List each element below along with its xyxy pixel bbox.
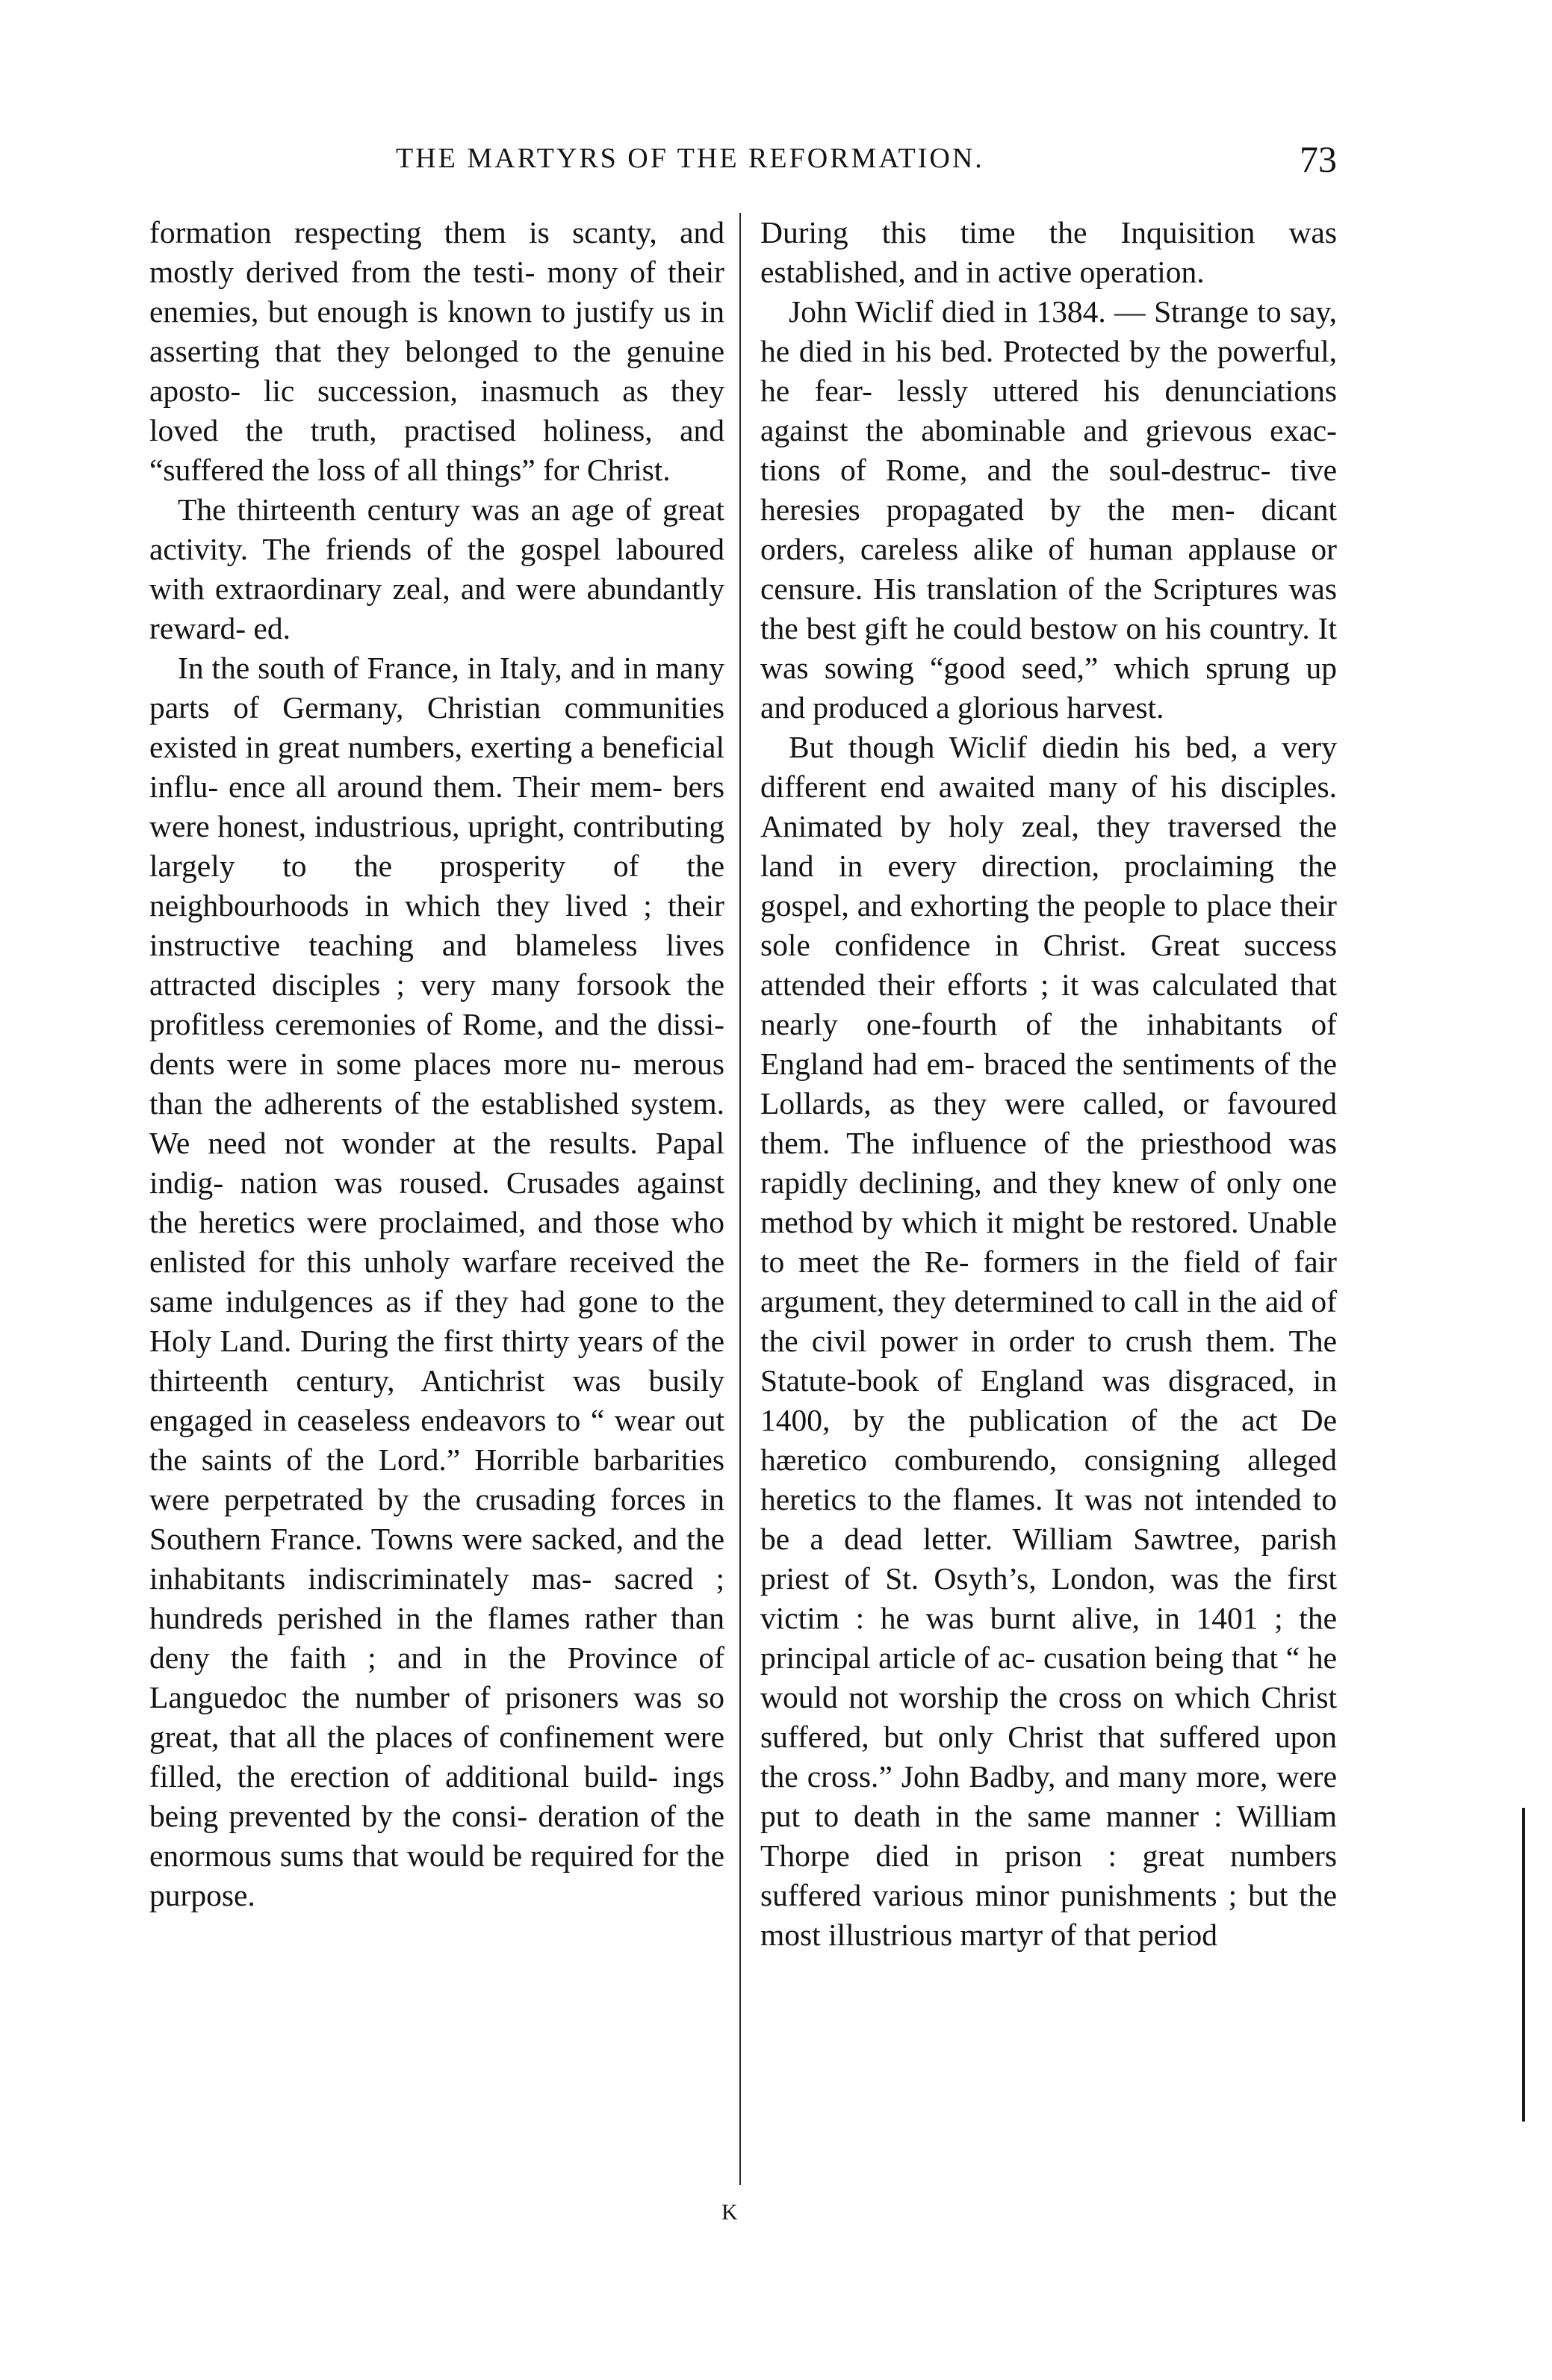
scan-edge-mark xyxy=(1522,1808,1525,2122)
right-paragraph-1: During this time the Inquisition was established, and in active operation. xyxy=(760,215,1337,289)
left-paragraph-3: In the south of France, in Italy, and in many parts of Germany, Christian communities existed in great numbers, exerting a beneficial influ- ence all around them. Their mem- bers were honest, industrious, upright, contributing largely to the prosperity of the neighbourhoods in which they lived ; their instructive teaching and blameless lives attracted disciples ; very many forsook the profitless ceremonies of Rome, and the dissi- dents were in some places more nu- merous than the adherents of the established system. We need not wonder at the results. Papal indig- nation was roused. Crusades against the heretics were proclaimed, and those who enlisted for this unholy warfare received the same indulgences as if they had gone to the Holy Land. During the first thirty years of the thirteenth century, Antichrist was busily engaged in ceaseless endeavors to “ wear out the saints of the Lord.” Horrible barbarities were perpetrated by the crusading forces in Southern France. Towns were sacked, and the inhabitants indiscriminately mas- sacred ; hundreds perished in the flames rather than deny the faith ; and in the Province of Languedoc the number of prisoners was so great, that all the places of confinement were filled, the erection of additional build- ings being prevented by the consi- deration of the enormous sums that would be required for the purpose. xyxy=(149,651,724,1912)
right-paragraph-3: But though Wiclif diedin his bed, a very different end awaited many of his disciples. Animated by holy zeal, they traversed the land in every direction, proclaiming the gospel, and exhorting the people to place their sole confidence in Christ. Great success attended their efforts ; it was calculated that nearly one-fourth of the inhabitants of England had em- braced the sentiments of the Lollards, as they were called, or favoured them. The influence of the priesthood was rapidly declining, and they knew of only one method by which it might be restored. Unable to meet the Re- formers in the field of fair argument, they determined to call in the aid of the civil power in order to crush them. The Statute-book of England was disgraced, in 1400, by the publication of the act De hæretico comburendo, consigning alleged heretics to the flames. It was not intended to be a dead letter. William Sawtree, parish priest of St. Osyth’s, London, was the first victim : he was burnt alive, in 1401 ; the principal article of ac- cusation being that “ he would not worship the cross on which Christ suffered, but only Christ that suffered upon the cross.” John Badby, and many more, were put to death in the same manner : William Thorpe died in prison : great numbers suffered various minor punishments ; but the most illustrious martyr of that period xyxy=(760,730,1337,1952)
left-paragraph-2: The thirteenth century was an age of great activity. The friends of the gospel laboured with extraordinary zeal, and were abundantly reward- ed. xyxy=(149,492,724,645)
page-number: 73 xyxy=(1300,138,1337,180)
page-header xyxy=(149,138,1337,187)
left-column xyxy=(149,213,724,1915)
running-title: THE MARTYRS OF THE REFORMATION. xyxy=(396,143,984,174)
left-paragraph-1: formation respecting them is scanty, and mostly derived from the testi- mony of their enemies, but enough is known to justify us in asserting that they belonged to the genuine aposto- lic succession, inasmuch as they loved the truth, practised holiness, and “suffered the loss of all things” for Christ. xyxy=(149,215,724,487)
right-column xyxy=(760,213,1337,1955)
column-divider xyxy=(739,213,741,2185)
signature-mark: K xyxy=(721,2200,738,2225)
right-paragraph-2: John Wiclif died in 1384. — Strange to say, he died in his bed. Protected by the powerful, he fear- lessly uttered his denunciations against the abominable and grievous exac- tions of Rome, and the soul-destruc- tive heresies propagated by the men- dicant orders, careless alike of human applause or censure. His translation of the Scriptures was the best gift he could bestow on his country. It was sowing “good seed,” which sprung up and produced a glorious harvest. xyxy=(760,294,1337,725)
